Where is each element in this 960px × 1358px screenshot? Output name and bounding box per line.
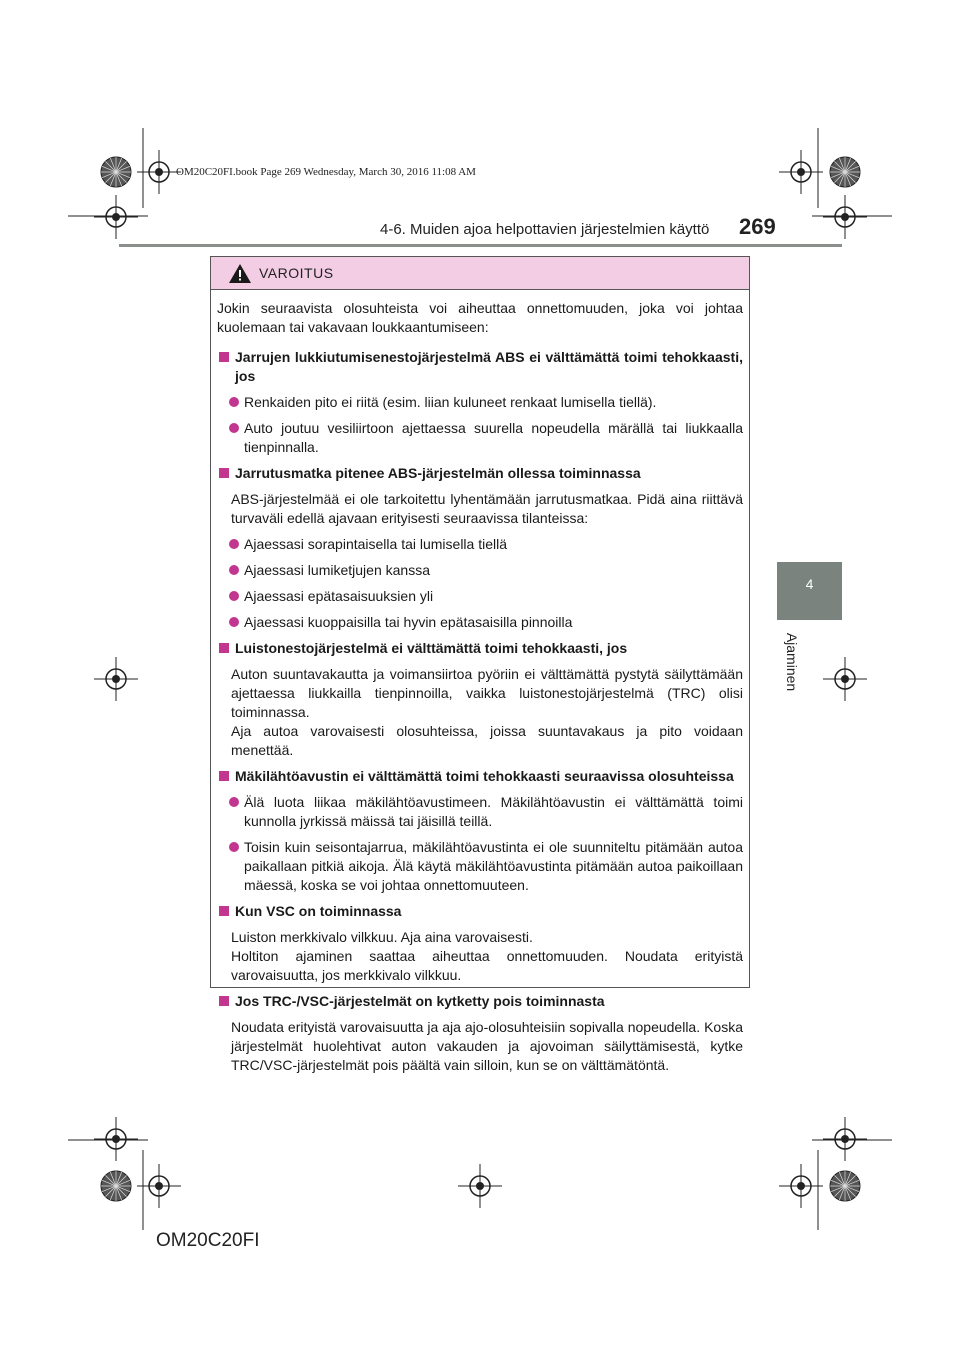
- round-bullet-icon: [229, 397, 239, 407]
- heading-text: Mäkilähtöavustin ei välttämättä toimi tehokkaasti seuraavissa olosuhteissa: [235, 768, 734, 784]
- section-heading-abs: [217, 348, 743, 386]
- section-heading-vsc: [217, 902, 743, 921]
- header-divider: [119, 244, 842, 247]
- body-line: Luiston merkkivalo vilkkuu. Aja aina varovaisesti.: [231, 929, 533, 945]
- round-bullet-icon: [229, 617, 239, 627]
- page-number: 269: [739, 214, 776, 239]
- square-bullet-icon: [219, 996, 229, 1006]
- section-heading-brake-distance: [217, 464, 743, 483]
- heading-text: Kun VSC on toiminnassa: [235, 903, 402, 919]
- section-heading-trc-vsc-off: [217, 992, 743, 1011]
- bullet-text: Ajaessasi lumiketjujen kanssa: [244, 562, 430, 578]
- section-body: ABS-järjestelmää ei ole tarkoitettu lyhentämään jarrutusmatkaa. Pidä aina riittävä turvaväli edellä ajavaan erityisesti seuraavissa tilanteissa:: [231, 491, 743, 526]
- chapter-tab: [777, 562, 842, 620]
- body-line: Aja autoa varovaisesti olosuhteissa, joissa suuntavakaus ja pito voidaan menettää.: [231, 723, 743, 758]
- warning-header: [211, 257, 749, 290]
- list-item: [217, 535, 743, 554]
- heading-text: Jarrutusmatka pitenee ABS-järjestelmän ollessa toiminnassa: [235, 465, 641, 481]
- square-bullet-icon: [219, 352, 229, 362]
- section-body: [217, 928, 743, 985]
- section-title: 4-6. Muiden ajoa helpottavien järjestelmien käyttö: [380, 221, 710, 238]
- list-item: [217, 419, 743, 457]
- manual-code: OM20C20FI: [156, 1230, 260, 1251]
- bullet-text: Toisin kuin seisontajarrua, mäkilähtöavustinta ei ole suunniteltu pitämään autoa paikallaan pitkiä aikoja. Älä käytä mäkilähtöavustinta pitämään autoa paikoillaan mäessä, koska se voi johtaa onnettomuuteen.: [244, 839, 743, 893]
- warning-content: [217, 299, 743, 1082]
- list-item: [217, 793, 743, 831]
- heading-text: Luistonestojärjestelmä ei välttämättä toimi tehokkaasti, jos: [235, 640, 628, 656]
- warning-triangle-icon: [228, 263, 252, 284]
- round-bullet-icon: [229, 591, 239, 601]
- square-bullet-icon: [219, 643, 229, 653]
- warning-title: VAROITUS: [259, 265, 334, 281]
- round-bullet-icon: [229, 797, 239, 807]
- list-item: [217, 587, 743, 606]
- warning-box: [210, 256, 750, 1073]
- round-bullet-icon: [229, 842, 239, 852]
- bullet-text: Ajaessasi sorapintaisella tai lumisella tiellä: [244, 536, 508, 552]
- bullet-text: Auto joutuu vesiliirtoon ajettaessa suurella nopeudella märällä tai liukkaalla tienpinnalla.: [244, 420, 743, 455]
- list-item: [217, 613, 743, 632]
- heading-text: Jos TRC-/VSC-järjestelmät on kytketty pois toiminnasta: [235, 993, 605, 1009]
- bullet-text: Ajaessasi epätasaisuuksien yli: [244, 588, 434, 604]
- list-item: [217, 838, 743, 895]
- square-bullet-icon: [219, 468, 229, 478]
- section-body: [217, 665, 743, 760]
- round-bullet-icon: [229, 565, 239, 575]
- square-bullet-icon: [219, 771, 229, 781]
- round-bullet-icon: [229, 539, 239, 549]
- chapter-label: Ajaminen: [784, 632, 800, 692]
- chapter-number: 4: [805, 576, 814, 592]
- bullet-text: Älä luota liikaa mäkilähtöavustimeen. Mäkilähtöavustin ei välttämättä toimi kunnolla jyrkissä mäissä tai jäisillä teillä.: [244, 794, 743, 829]
- list-item: [217, 393, 743, 412]
- bullet-text: Ajaessasi kuoppaisilla tai hyvin epätasaisilla pinnoilla: [244, 614, 573, 630]
- section-body: Noudata erityistä varovaisuutta ja aja ajo-olosuhteisiin sopivalla nopeudella. Koska järjestelmät huolehtivat auton vakauden ja ajovoiman säilyttämisestä, kytke TRC/VSC-järjestelmät pois päältä vain silloin, kun se on välttämätöntä.: [231, 1019, 743, 1073]
- body-line: Holtiton ajaminen saattaa aiheuttaa onnettomuuden. Noudata erityistä varovaisuutta, jos merkkivalo vilkkuu.: [231, 948, 743, 983]
- square-bullet-icon: [219, 906, 229, 916]
- round-bullet-icon: [229, 423, 239, 433]
- warning-intro: Jokin seuraavista olosuhteista voi aiheuttaa onnettomuuden, joka voi johtaa kuolemaan tai vakavaan loukkaantumiseen:: [217, 300, 743, 335]
- body-line: Auton suuntavakautta ja voimansiirtoa pyöriin ei välttämättä pystytä säilyttämään ajettaessa liukkailla tienpinnoilla, vaikka luistonestojärjestelmä (TRC) olisi toiminnassa.: [231, 666, 743, 720]
- bullet-text: Renkaiden pito ei riitä (esim. liian kuluneet renkaat lumisella tiellä).: [244, 394, 657, 410]
- chapter-label-wrap: [782, 624, 802, 704]
- section-heading-trc: [217, 639, 743, 658]
- list-item: [217, 561, 743, 580]
- book-print-stamp: OM20C20FI.book Page 269 Wednesday, March 30, 2016 11:08 AM: [176, 166, 476, 178]
- section-heading-hill-start: [217, 767, 743, 786]
- heading-text: Jarrujen lukkiutumisenestojärjestelmä ABS ei välttämättä toimi tehokkaasti, jos: [235, 349, 743, 384]
